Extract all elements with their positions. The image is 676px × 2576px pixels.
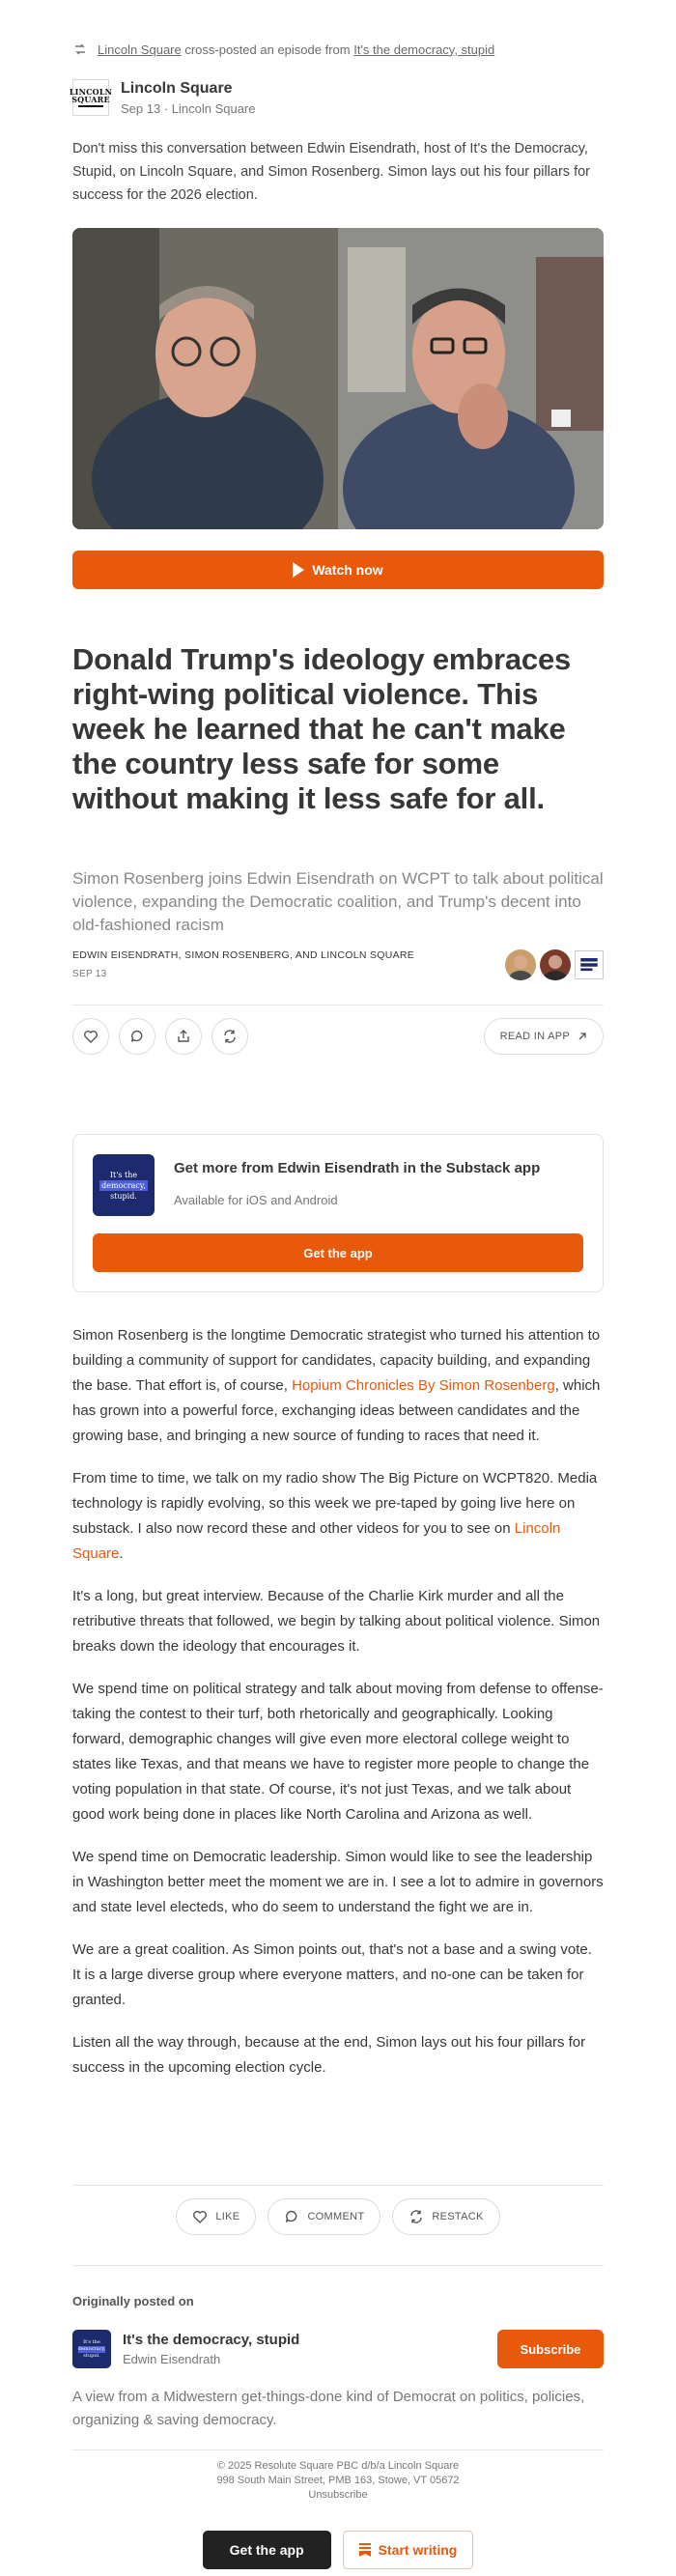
watch-now-button[interactable] [72,551,604,589]
restack-pill-button[interactable] [392,2198,499,2235]
original-publication [72,2328,604,2370]
avatar[interactable] [575,950,604,979]
body-paragraph: We spend time on political strategy and talk about moving from defense to offense- taking the contest to their turf, both rhetorically and geographically. Looking forward, demographic changes will give even more electoral college weight to states like Texas, and that means we have to register more people to change the voting population in that state. Of course, it's not just Texas, and we talk about good work being done in places like North Carolina and Arizona as well. [72,1681,604,1823]
watch-now-label: Watch now [312,562,383,578]
thumb-line-1: It's the [83,2338,100,2345]
originally-posted-label: Originally posted on [72,2294,194,2308]
body-paragraph: We spend time on Democratic leadership. Simon would like to see the leadership in Washington better meet the moment we are in. I see a lot to admire in governors and state level electeds, who do seem to understand the fight we are in. [72,1849,604,1915]
logo-line-2: SQUARE [71,95,110,104]
thumb-line-3: stupid. [83,2352,100,2359]
like-label: LIKE [215,2211,240,2222]
footer-buttons [72,2531,604,2569]
body-paragraph: It's a long, but great interview. Because of the Charlie Kirk murder and all the retributive threats that followed, we begin by talking about political violence. Simon breaks down the ideology that encourages it. [72,1588,601,1655]
post-body [72,1323,604,2098]
author-avatars [505,949,604,980]
thumb-line-3: stupid. [110,1191,137,1201]
app-promo-title: Get more from Edwin Eisendrath in the Substack app [174,1160,541,1176]
divider [72,2449,604,2450]
like-button[interactable] [72,1018,109,1055]
body-paragraph: Listen all the way through, because at the end, Simon lays out his four pillars for success in the upcoming election cycle. [72,2034,586,2076]
read-in-app-button[interactable] [484,1018,604,1055]
publication-thumbnail [93,1154,155,1216]
byline-authors[interactable]: EDWIN EISENDRATH, SIMON ROSENBERG, AND LINCOLN SQUARE [72,949,415,961]
hopium-chronicles-link[interactable]: Hopium Chronicles By Simon Rosenberg [292,1377,555,1394]
app-promo-card [72,1134,604,1292]
divider [72,2185,604,2186]
thumb-line-1: It's the [109,1170,138,1179]
start-writing-label: Start writing [378,2542,458,2558]
comment-button[interactable] [119,1018,155,1055]
lincoln-square-link[interactable]: Lincoln Square [72,1520,561,1562]
start-writing-button[interactable] [343,2531,474,2569]
intro-text: Don't miss this conversation between Edwin Eisendrath, host of It's the Democracy, Stupid, on Lincoln Square, and Simon Rosenberg. Simon lays out his four pillars for success for the 2026 election. [72,141,590,203]
video-frame-image [72,228,604,529]
comment-label: COMMENT [307,2211,365,2222]
share-button[interactable] [165,1018,202,1055]
logo-line-1: LINCOLN [69,87,113,97]
footer-address: 998 South Main Street, PMB 163, Stowe, VT 05672 [216,2475,460,2486]
thumb-line-2: democracy, [77,2345,106,2352]
app-promo-subtitle: Available for iOS and Android [174,1193,338,1207]
share-icon [176,1029,191,1044]
crosspost-publication-link[interactable]: Lincoln Square [98,42,182,57]
avatar[interactable] [505,949,536,980]
body-paragraph: Simon Rosenberg is the longtime Democratic strategist who turned his attention to building a community of support for candidates, capacity building, and expanding the base. That effort is, of course, Hopium Chronicles By Simon Rosenberg, which has grown into a powerful force, exchanging ideas between candidates and the growing base, and bringing a new source of funding to races that need it. [72,1327,601,1444]
post-headline[interactable]: Donald Trump's ideology embraces right-wing political violence. This week he learned that he can't make the country less safe for some without making it less safe for all. [72,642,572,815]
subscribe-button[interactable]: Subscribe [497,2330,604,2368]
logo-rule [78,105,103,107]
restack-button[interactable] [211,1018,248,1055]
byline [72,949,604,980]
publication-name[interactable]: Lincoln Square [121,79,233,97]
publication-logo[interactable] [69,79,113,116]
comment-icon [129,1029,145,1044]
like-pill-button[interactable] [176,2198,256,2235]
read-in-app-label: READ IN APP [499,1031,570,1042]
get-the-app-button[interactable]: Get the app [93,1233,583,1272]
arrow-up-right-icon [577,1032,587,1041]
footer-copyright: © 2025 Resolute Square PBC d/b/a Lincoln Square [216,2460,460,2472]
body-paragraph: From time to time, we talk on my radio show The Big Picture on WCPT820. Media technology is rapidly evolving, so this week we pre-taped by going live here on substack. I also now record these and other videos for you to see on Lincoln Square. [72,1470,598,1562]
restack-label: RESTACK [432,2211,484,2222]
comment-pill-button[interactable] [268,2198,380,2235]
original-publication-author: Edwin Eisendrath [123,2352,221,2366]
play-icon [293,562,304,578]
substack-logo-icon [359,2543,371,2557]
original-publication-description: A view from a Midwestern get-things-done kind of Democrat on politics, policies, organizing & saving democracy. [72,2389,585,2428]
repost-icon [72,42,88,57]
post-subtitle: Simon Rosenberg joins Edwin Eisendrath on WCPT to talk about political violence, expanding the Democratic coalition, and Trump's decent into old-fashioned racism [72,869,604,934]
heart-icon [192,2209,208,2224]
unsubscribe-link[interactable]: Unsubscribe [308,2489,368,2501]
footer [72,2459,604,2503]
restack-icon [408,2209,424,2224]
avatar[interactable] [540,949,571,980]
publication-meta: Sep 13 · Lincoln Square [121,100,256,116]
heart-icon [83,1029,99,1044]
body-paragraph: We are a great coalition. As Simon points out, that's not a base and a swing vote. It is a large diverse group where everyone matters, and no-one can be taken for granted. [72,1941,592,2008]
crosspost-text: cross-posted an episode from [181,42,354,57]
original-publication-thumbnail[interactable] [72,2330,111,2368]
footer-get-app-button[interactable]: Get the app [203,2531,331,2569]
crosspost-banner [72,39,604,60]
original-publication-name[interactable]: It's the democracy, stupid [123,2332,300,2348]
restack-icon [222,1029,238,1044]
divider [72,2265,604,2266]
crosspost-source-link[interactable]: It's the democracy, stupid [353,42,495,57]
byline-date: SEP 13 [72,969,107,979]
comment-icon [284,2209,299,2224]
bottom-actions [72,2198,604,2235]
thumb-line-2: democracy, [101,1180,146,1190]
publication-header [69,79,604,116]
video-thumbnail[interactable] [72,228,604,529]
post-actions [72,1018,604,1055]
